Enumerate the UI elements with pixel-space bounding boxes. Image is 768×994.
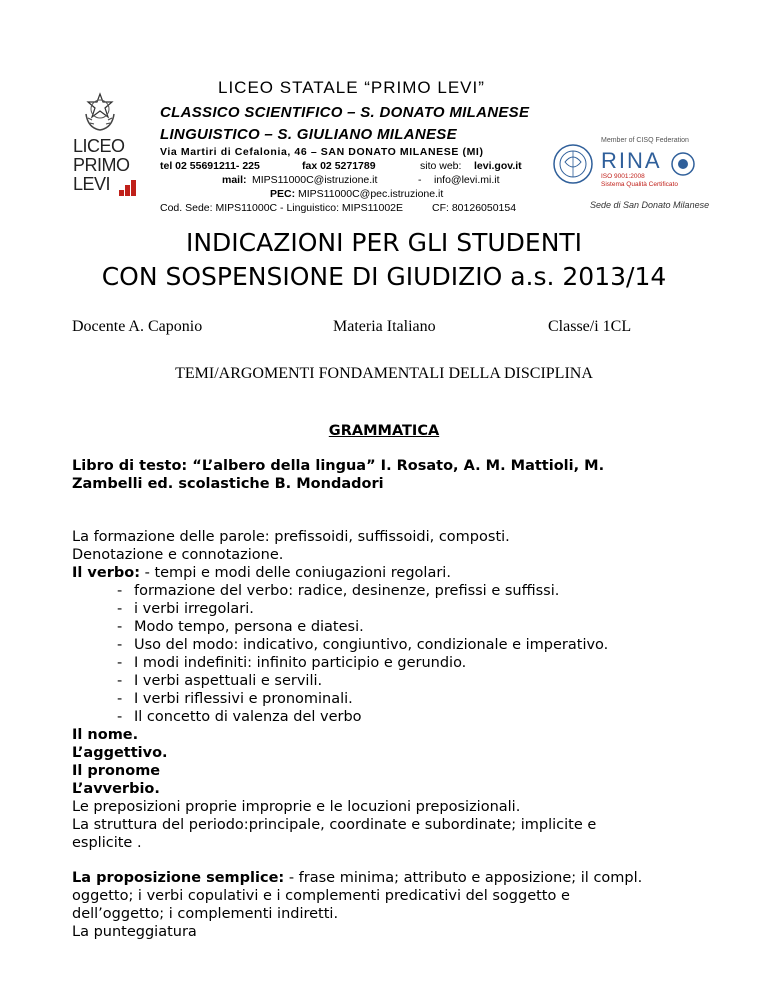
school-cod-sede: Cod. Sede: MIPS11000C - Linguistico: MIPS11002E [160, 202, 403, 214]
topic-aggettivo: L’aggettivo. [72, 745, 168, 761]
list-bullet: - [117, 619, 123, 635]
proposizione-line-2: oggetto; i verbi copulativi e i complementi predicativi del soggetto e [72, 888, 570, 904]
school-line-linguistico: LINGUISTICO – S. GIULIANO MILANESE [160, 126, 457, 143]
textbook-line-1: Libro di testo: “L’albero della lingua” I. Rosato, A. M. Mattioli, M. [72, 458, 605, 474]
cisq-seal-icon [554, 145, 592, 183]
school-fax: fax 02 5271789 [302, 160, 376, 172]
iqnet-mark-icon [672, 153, 694, 175]
paragraph-formazione: La formazione delle parole: prefissoidi, suffissoidi, composti. [72, 529, 510, 545]
list-item: I modi indefiniti: infinito participio e gerundio. [134, 655, 467, 671]
school-pec[interactable]: MIPS11000C@pec.istruzione.it [298, 188, 444, 200]
list-bullet: - [117, 601, 123, 617]
proposizione-line-3: dell’oggetto; i complementi indiretti. [72, 906, 339, 922]
liceo-primo-levi-logo: LICEO PRIMO LEVI [73, 137, 135, 199]
paragraph-punteggiatura: La punteggiatura [72, 924, 197, 940]
list-item: I verbi riflessivi e pronominali. [134, 691, 353, 707]
topic-nome: Il nome. [72, 727, 139, 743]
section-heading: TEMI/ARGOMENTI FONDAMENTALI DELLA DISCIPLINA [175, 365, 593, 382]
rina-name-text: RINA [601, 148, 662, 173]
list-item: i verbi irregolari. [134, 601, 254, 617]
school-line-classico: CLASSICO SCIENTIFICO – S. DONATO MILANESE [160, 104, 530, 121]
list-item: Modo tempo, persona e diatesi. [134, 619, 364, 635]
school-address: Via Martiri di Cefalonia, 46 – SAN DONATO MILANESE (MI) [160, 146, 484, 158]
rina-sub-text: Sistema Qualità Certificato [601, 181, 678, 188]
mail-label: mail: [222, 174, 247, 186]
title-line-1: INDICAZIONI PER GLI STUDENTI [185, 228, 583, 257]
paragraph-struttura-2: esplicite . [72, 835, 142, 851]
topic-pronome: Il pronome [72, 763, 161, 779]
rina-caption: Sede di San Donato Milanese [590, 200, 710, 210]
school-site[interactable]: levi.gov.it [474, 160, 522, 172]
list-bullet: - [117, 637, 123, 653]
school-name: LICEO STATALE “PRIMO LEVI” [218, 78, 485, 97]
mail-separator: - [418, 174, 422, 186]
list-bullet: - [117, 583, 123, 599]
list-item: I verbi aspettuali e servili. [134, 673, 323, 689]
title-line-2: CON SOSPENSIONE DI GIUDIZIO a.s. 2013/14 [101, 262, 667, 291]
list-item: Il concetto di valenza del verbo [134, 709, 362, 725]
proposizione-line-1 [72, 869, 642, 887]
materia: Materia Italiano [333, 318, 436, 335]
list-item: Uso del modo: indicativo, congiuntivo, condizionale e imperativo. [134, 637, 609, 653]
paragraph-denotazione: Denotazione e connotazione. [72, 547, 284, 563]
school-mail-info[interactable]: info@levi.mi.it [434, 174, 500, 186]
proposizione-text: - frase minima; attributo e apposizione; il compl. [284, 870, 643, 886]
classe: Classe/i 1CL [548, 318, 632, 335]
verbo-line [72, 564, 451, 582]
school-cf: CF: 80126050154 [432, 202, 517, 214]
republic-emblem-icon [82, 92, 118, 132]
rina-top-text: Member of CISQ Federation [601, 137, 689, 144]
list-bullet: - [117, 709, 123, 725]
list-bullet: - [117, 655, 123, 671]
list-bullet: - [117, 691, 123, 707]
docente: Docente A. Caponio [72, 318, 203, 335]
proposizione-label: La proposizione semplice: [72, 870, 285, 886]
rina-iso-text: ISO 9001:2008 [601, 173, 645, 180]
verbo-text: - tempi e modi delle coniugazioni regolari. [140, 565, 451, 581]
school-tel: tel 02 55691211- 225 [160, 160, 260, 172]
rina-certification-logo [553, 132, 701, 196]
site-label: sito web: [420, 160, 462, 172]
verbo-label: Il verbo: [72, 565, 140, 581]
list-item: formazione del verbo: radice, desinenze, prefissi e suffissi. [134, 583, 560, 599]
list-bullet: - [117, 673, 123, 689]
paragraph-preposizioni: Le preposizioni proprie improprie e le locuzioni preposizionali. [72, 799, 521, 815]
school-mail[interactable]: MIPS11000C@istruzione.it [252, 174, 378, 186]
grammatica-heading: GRAMMATICA [328, 423, 440, 439]
textbook-line-2: Zambelli ed. scolastiche B. Mondadori [72, 476, 384, 492]
paragraph-struttura-1: La struttura del periodo:principale, coordinate e subordinate; implicite e [72, 817, 597, 833]
topic-avverbio: L’avverbio. [72, 781, 160, 797]
pec-label: PEC: [270, 188, 296, 200]
